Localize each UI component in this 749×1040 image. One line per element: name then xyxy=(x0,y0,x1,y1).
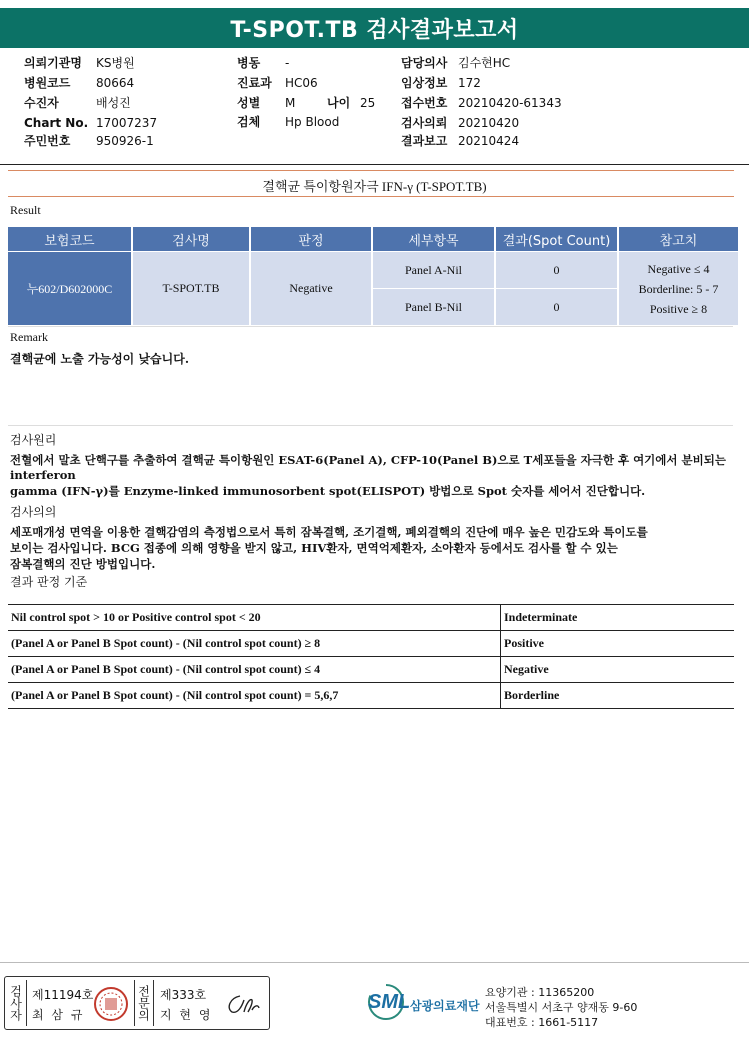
subtitle-bottom-rule xyxy=(8,196,734,197)
label-patient: 수진자 xyxy=(24,96,59,110)
criteria-condition: (Panel A or Panel B Spot count) - (Nil control spot count) ≥ 8 xyxy=(8,631,501,657)
criteria-table xyxy=(8,604,734,709)
remark-text: 결핵균에 노출 가능성이 낮습니다. xyxy=(10,352,190,366)
value-patient: 배성진 xyxy=(96,96,131,110)
reference-range-cell xyxy=(619,252,738,325)
label-request-date: 검사의뢰 xyxy=(401,116,448,130)
value-doctor: 김수현HC xyxy=(458,56,511,70)
examiner-label-cell xyxy=(6,980,27,1026)
value-department: HC06 xyxy=(285,76,318,90)
label-sex: 성별 xyxy=(237,96,261,110)
org-address: 서울특별시 서초구 양재동 9-60 xyxy=(485,1001,638,1014)
col-header-spot-count: 결과(Spot Count) xyxy=(496,227,617,251)
principle-line-1: 전혈에서 말초 단핵구를 추출하여 결핵균 특이항원인 ESAT-6(Panel A), CFP-10(Panel B)으로 T세포들을 자극한 후 여기에서 분비되는 xyxy=(10,453,726,467)
significance-line-1: 세포매개성 면역을 이용한 결핵감염의 측정법으로서 특히 잠복결핵, 조기결핵, 폐외결핵의 진단에 매우 높은 민감도와 특이도를 xyxy=(10,525,648,539)
detail-item-panel-a: Panel A-Nil xyxy=(373,252,494,288)
insurance-code-cell: 누602/D602000C xyxy=(8,252,131,325)
criteria-result: Indeterminate xyxy=(501,605,735,631)
examiner-seal-icon xyxy=(93,986,129,1022)
reference-borderline: Borderline: 5 - 7 xyxy=(638,281,719,296)
significance-line-2: 보이는 검사입니다. BCG 접종에 의해 영향을 받지 않고, HIV환자, 면역억제환자, 소아환자 등에서도 검사를 할 수 있는 xyxy=(10,541,618,555)
criteria-result: Borderline xyxy=(501,683,735,709)
significance-label: 검사의의 xyxy=(10,505,57,519)
criteria-row xyxy=(8,657,734,683)
label-chart-no: Chart No. xyxy=(24,116,89,130)
org-info xyxy=(485,985,637,1030)
judgement-cell: Negative xyxy=(251,252,371,325)
spot-count-panel-a: 0 xyxy=(496,252,617,288)
test-name-cell: T-SPOT.TB xyxy=(133,252,249,325)
value-resident-no: 950926-1 xyxy=(96,134,154,148)
subtitle-top-rule xyxy=(8,170,734,171)
value-chart-no: 17007237 xyxy=(96,116,158,130)
label-hospital-code: 병원코드 xyxy=(24,76,71,90)
criteria-label: 결과 판정 기준 xyxy=(10,575,88,589)
org-name: 삼광의료재단 xyxy=(410,999,480,1013)
remark-box xyxy=(8,326,733,426)
value-age: 25 xyxy=(360,96,376,110)
value-sex: M xyxy=(285,96,296,110)
criteria-condition: (Panel A or Panel B Spot count) - (Nil control spot count) ≤ 4 xyxy=(8,657,501,683)
institution-code: 요양기관 : 11365200 xyxy=(485,986,595,999)
principle-line-2: interferon xyxy=(10,468,76,482)
label-report-date: 결과보고 xyxy=(401,134,448,148)
examiner-label: 검사자 xyxy=(8,985,23,1021)
specialist-label-cell xyxy=(134,980,154,1026)
specialist-license: 제333호 xyxy=(160,988,207,1002)
specialist-signature-icon xyxy=(222,990,262,1018)
criteria-row xyxy=(8,605,734,631)
value-clinical-info: 172 xyxy=(458,76,481,90)
col-header-test-name: 검사명 xyxy=(133,227,249,251)
label-resident-no: 주민번호 xyxy=(24,134,71,148)
specialist-label: 전문의 xyxy=(136,985,151,1021)
specialist-name: 지 현 영 xyxy=(160,1008,213,1022)
org-phone: 대표번호 : 1661-5117 xyxy=(485,1016,599,1029)
footer-divider xyxy=(0,962,749,963)
significance-line-3: 잠복결핵의 진단 방법입니다. xyxy=(10,557,156,571)
label-doctor: 담당의사 xyxy=(401,56,448,70)
label-institution: 의뢰기관명 xyxy=(24,56,82,70)
value-hospital-code: 80664 xyxy=(96,76,135,90)
value-request-date: 20210420 xyxy=(458,116,520,130)
label-age: 나이 xyxy=(327,96,351,110)
test-subtitle: 결핵균 특이항원자극 IFN-γ (T-SPOT.TB) xyxy=(262,179,487,194)
principle-line-3: gamma (IFN-γ)를 Enzyme-linked immunosorbent spot(ELISPOT) 방법으로 Spot 숫자를 세어서 진단합니다. xyxy=(10,484,646,498)
criteria-result: Negative xyxy=(501,657,735,683)
remark-label: Remark xyxy=(10,330,48,344)
criteria-condition: (Panel A or Panel B Spot count) - (Nil control spot count) = 5,6,7 xyxy=(8,683,501,709)
col-header-detail-item: 세부항목 xyxy=(373,227,494,251)
report-title: T-SPOT.TB 검사결과보고서 xyxy=(0,8,749,48)
principle-label: 검사원리 xyxy=(10,433,57,447)
value-report-date: 20210424 xyxy=(458,134,520,148)
value-ward: - xyxy=(285,56,290,70)
value-institution: KS병원 xyxy=(96,56,135,70)
examiner-name: 최 삼 규 xyxy=(32,1008,85,1022)
spot-count-panel-b: 0 xyxy=(496,289,617,325)
col-header-reference: 참고치 xyxy=(619,227,738,251)
label-ward: 병동 xyxy=(237,56,261,70)
label-specimen: 검체 xyxy=(237,115,261,129)
value-accession-no: 20210420-61343 xyxy=(458,96,562,110)
criteria-row xyxy=(8,683,734,709)
result-label: Result xyxy=(10,203,41,217)
label-department: 진료과 xyxy=(237,76,272,90)
value-specimen: Hp Blood xyxy=(285,115,340,129)
col-header-judgement: 판정 xyxy=(251,227,371,251)
detail-item-panel-b: Panel B-Nil xyxy=(373,289,494,325)
criteria-row xyxy=(8,631,734,657)
label-clinical-info: 임상정보 xyxy=(401,76,448,90)
reference-positive: Positive ≥ 8 xyxy=(649,301,708,316)
result-table xyxy=(6,226,740,326)
sml-logo-text: SML xyxy=(368,991,411,1013)
criteria-result: Positive xyxy=(501,631,735,657)
criteria-condition: Nil control spot > 10 or Positive control spot < 20 xyxy=(8,605,501,631)
reference-negative: Negative ≤ 4 xyxy=(647,261,710,276)
header-divider xyxy=(0,164,749,165)
col-header-insurance-code: 보험코드 xyxy=(8,227,131,251)
examiner-license: 제11194호 xyxy=(32,988,94,1002)
label-accession-no: 접수번호 xyxy=(401,96,448,110)
